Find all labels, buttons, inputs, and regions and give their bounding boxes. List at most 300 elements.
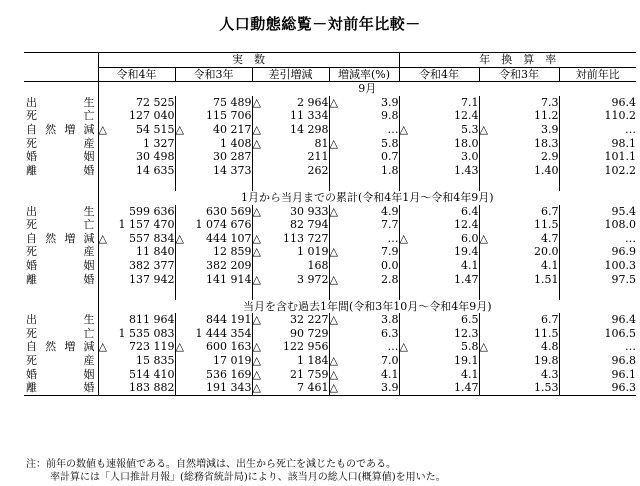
decrease-marker — [480, 150, 492, 164]
row-label-char: 姻 — [83, 367, 95, 381]
decrease-marker — [400, 109, 412, 123]
row-label-char: 死 — [26, 109, 37, 123]
spacer-row — [24, 286, 636, 300]
value-cell — [479, 137, 559, 151]
cell-value: 96.9 — [611, 245, 637, 259]
decrease-marker — [560, 245, 572, 259]
decrease-marker — [480, 368, 492, 382]
value-cell — [329, 123, 399, 137]
row-label — [24, 313, 98, 327]
cell-value: 122 956 — [283, 340, 329, 354]
decrease-marker — [253, 327, 265, 341]
decrease-marker: △ — [252, 340, 261, 354]
cell-value: 1.40 — [534, 163, 559, 177]
decrease-marker — [480, 273, 492, 287]
decrease-marker — [99, 137, 111, 151]
row-label-char: 死 — [26, 218, 37, 232]
value-cell — [399, 96, 479, 110]
cell-value: 137 942 — [129, 272, 175, 286]
decrease-marker — [176, 313, 188, 327]
decrease-marker — [400, 150, 412, 164]
decrease-marker: △ — [252, 204, 261, 218]
decrease-marker: △ — [98, 122, 107, 136]
value-cell — [175, 218, 252, 232]
decrease-marker — [99, 313, 111, 327]
table-row — [24, 340, 636, 354]
cell-value: 108.0 — [604, 218, 637, 232]
value-cell — [175, 123, 252, 137]
decrease-marker: △ — [98, 340, 107, 354]
value-cell — [252, 381, 329, 395]
spacer-cell — [252, 286, 329, 300]
cell-value: 3.9 — [381, 381, 399, 395]
decrease-marker — [99, 368, 111, 382]
row-label-char: 増 — [64, 122, 76, 136]
decrease-marker: △ — [329, 367, 338, 381]
decrease-marker — [330, 218, 342, 232]
value-cell — [98, 259, 175, 273]
decrease-marker — [176, 205, 188, 219]
value-cell — [479, 273, 559, 287]
row-label-char: 姻 — [83, 258, 95, 272]
cell-value: … — [625, 122, 637, 136]
decrease-marker — [560, 123, 572, 137]
decrease-marker — [176, 381, 188, 395]
row-label — [24, 137, 98, 151]
decrease-marker — [400, 218, 412, 232]
decrease-marker: △ — [252, 136, 261, 150]
value-cell — [329, 381, 399, 395]
row-label-char: 死 — [26, 136, 37, 150]
header-group-rate: 年 換 算 率 — [399, 53, 636, 68]
decrease-marker — [400, 354, 412, 368]
decrease-marker — [176, 164, 188, 178]
decrease-marker — [99, 273, 111, 287]
table-row — [24, 205, 636, 219]
decrease-marker — [99, 96, 111, 110]
row-label — [24, 109, 98, 123]
value-cell — [175, 232, 252, 246]
cell-value: 1 327 — [143, 136, 175, 150]
decrease-marker — [560, 232, 572, 246]
value-cell — [175, 245, 252, 259]
spacer-row — [24, 177, 636, 191]
decrease-marker: △ — [252, 231, 261, 245]
decrease-marker: △ — [252, 367, 261, 381]
cell-value: 100.3 — [604, 258, 637, 272]
cell-value: 6.3 — [381, 326, 399, 340]
row-label-char: 亡 — [83, 109, 95, 123]
column-header: 対前年比 — [559, 67, 636, 82]
table-row — [24, 313, 636, 327]
cell-value: 0.0 — [381, 258, 399, 272]
value-cell — [98, 245, 175, 259]
cell-value: … — [387, 231, 399, 245]
value-cell — [559, 218, 636, 232]
decrease-marker — [99, 218, 111, 232]
row-label-char: 然 — [45, 231, 57, 245]
row-label-char: 婚 — [83, 381, 95, 395]
row-label-char: 産 — [83, 136, 95, 150]
cell-value: 115 706 — [206, 109, 252, 123]
decrease-marker — [330, 150, 342, 164]
decrease-marker — [400, 313, 412, 327]
value-cell — [559, 96, 636, 110]
row-label-char: 出 — [26, 95, 37, 109]
cell-value: 96.3 — [611, 381, 637, 395]
decrease-marker: △ — [98, 231, 107, 245]
decrease-marker: △ — [479, 340, 488, 354]
cell-value: 11.2 — [534, 109, 559, 123]
row-label-char: 減 — [83, 340, 95, 354]
cell-value: … — [625, 340, 637, 354]
cell-value: 113 727 — [283, 231, 329, 245]
value-cell — [329, 340, 399, 354]
decrease-marker — [176, 259, 188, 273]
value-cell — [252, 150, 329, 164]
value-cell — [399, 259, 479, 273]
cell-value: 211 — [307, 150, 329, 164]
value-cell — [329, 109, 399, 123]
value-cell — [559, 327, 636, 341]
value-cell — [98, 218, 175, 232]
row-label-char: 然 — [45, 122, 57, 136]
column-header: 令和3年 — [175, 67, 252, 82]
cell-value: 11 334 — [290, 109, 329, 123]
value-cell — [329, 354, 399, 368]
decrease-marker — [480, 245, 492, 259]
cell-value: 1.51 — [534, 272, 559, 286]
cell-value: 106.5 — [604, 326, 637, 340]
value-cell — [399, 327, 479, 341]
row-label-char: 婚 — [26, 150, 37, 164]
decrease-marker — [480, 96, 492, 110]
cell-value: 75 489 — [213, 95, 252, 109]
table-row — [24, 123, 636, 137]
value-cell — [399, 313, 479, 327]
decrease-marker — [560, 150, 572, 164]
cell-value: 12.4 — [454, 109, 479, 123]
cell-value: 54 515 — [136, 122, 175, 136]
decrease-marker — [176, 368, 188, 382]
decrease-marker — [560, 259, 572, 273]
section-label-blank — [24, 300, 98, 314]
value-cell — [559, 313, 636, 327]
header-blank — [24, 53, 98, 82]
header-group-actual: 実 数 — [98, 53, 399, 68]
value-cell — [399, 218, 479, 232]
value-cell — [252, 137, 329, 151]
cell-value: 6.7 — [541, 313, 559, 327]
decrease-marker — [253, 259, 265, 273]
cell-value: 11.5 — [534, 326, 559, 340]
row-label-char: 自 — [26, 340, 37, 354]
value-cell — [175, 340, 252, 354]
cell-value: 382 209 — [206, 258, 252, 272]
decrease-marker — [400, 327, 412, 341]
section-header-row — [24, 300, 636, 314]
decrease-marker — [400, 164, 412, 178]
cell-value: 18.0 — [454, 136, 479, 150]
decrease-marker: △ — [252, 122, 261, 136]
decrease-marker — [330, 259, 342, 273]
cell-value: 12.4 — [454, 218, 479, 232]
row-label-char: 婚 — [26, 258, 37, 272]
value-cell — [175, 137, 252, 151]
cell-value: 7.0 — [381, 354, 399, 368]
decrease-marker: △ — [329, 245, 338, 259]
cell-value: 1 019 — [297, 245, 329, 259]
cell-value: 2 964 — [297, 95, 329, 109]
decrease-marker — [480, 259, 492, 273]
decrease-marker: △ — [399, 231, 408, 245]
row-label — [24, 150, 98, 164]
decrease-marker: △ — [252, 354, 261, 368]
row-label-char: 産 — [83, 245, 95, 259]
spacer-cell — [399, 177, 479, 191]
spacer-cell — [98, 286, 175, 300]
section-label-blank — [24, 191, 98, 205]
decrease-marker — [176, 137, 188, 151]
cell-value: 98.1 — [611, 136, 637, 150]
value-cell — [329, 164, 399, 178]
decrease-marker — [480, 164, 492, 178]
cell-value: 12.3 — [454, 326, 479, 340]
cell-value: 191 343 — [206, 381, 252, 395]
table-row — [24, 381, 636, 395]
cell-value: 1 157 470 — [118, 218, 175, 232]
value-cell — [98, 109, 175, 123]
value-cell — [399, 381, 479, 395]
value-cell — [329, 218, 399, 232]
value-cell — [479, 381, 559, 395]
decrease-marker — [176, 218, 188, 232]
value-cell — [399, 123, 479, 137]
value-cell — [559, 205, 636, 219]
value-cell — [479, 109, 559, 123]
value-cell — [98, 273, 175, 287]
row-label-char: 死 — [26, 245, 37, 259]
column-header: 令和4年 — [399, 67, 479, 82]
cell-value: 4.1 — [541, 258, 559, 272]
cell-value: 6.5 — [461, 313, 479, 327]
value-cell — [252, 232, 329, 246]
row-label-char: 生 — [83, 313, 95, 327]
decrease-marker — [560, 218, 572, 232]
row-label-char: 出 — [26, 204, 37, 218]
spacer-cell — [329, 286, 399, 300]
cell-value: 7.9 — [381, 245, 399, 259]
cell-value: 536 169 — [206, 367, 252, 381]
value-cell — [98, 340, 175, 354]
decrease-marker — [560, 381, 572, 395]
value-cell — [98, 313, 175, 327]
cell-value: 96.1 — [611, 367, 637, 381]
value-cell — [479, 123, 559, 137]
value-cell — [559, 340, 636, 354]
cell-value: 5.3 — [461, 122, 479, 136]
value-cell — [399, 245, 479, 259]
cell-value: 4.1 — [381, 367, 399, 381]
decrease-marker — [176, 273, 188, 287]
decrease-marker: △ — [399, 122, 408, 136]
spacer-cell — [559, 177, 636, 191]
cell-value: 1.47 — [454, 272, 479, 286]
decrease-marker — [480, 109, 492, 123]
table-row — [24, 327, 636, 341]
table-row — [24, 137, 636, 151]
row-label — [24, 327, 98, 341]
decrease-marker: △ — [479, 231, 488, 245]
cell-value: 382 377 — [129, 258, 175, 272]
cell-value: 1.47 — [454, 381, 479, 395]
cell-value: 32 227 — [290, 313, 329, 327]
decrease-marker — [560, 368, 572, 382]
value-cell — [329, 273, 399, 287]
row-label-char: 婚 — [83, 272, 95, 286]
decrease-marker — [330, 164, 342, 178]
cell-value: 81 — [314, 136, 329, 150]
row-label — [24, 96, 98, 110]
cell-value: 4.3 — [541, 367, 559, 381]
table-row — [24, 259, 636, 273]
decrease-marker — [560, 96, 572, 110]
cell-value: 15 835 — [136, 354, 175, 368]
spacer-cell — [175, 286, 252, 300]
cell-value: 3 972 — [297, 272, 329, 286]
cell-value: 96.4 — [611, 313, 637, 327]
cell-value: 14 635 — [136, 163, 175, 177]
decrease-marker — [560, 273, 572, 287]
section-title: 当月を含む過去1年間(令和3年10月～令和4年9月) — [98, 300, 636, 314]
value-cell — [252, 368, 329, 382]
value-cell — [252, 123, 329, 137]
cell-value: 102.2 — [604, 163, 637, 177]
value-cell — [559, 164, 636, 178]
spacer-cell — [399, 286, 479, 300]
table-row — [24, 354, 636, 368]
cell-value: 19.8 — [534, 354, 559, 368]
cell-value: 1 444 354 — [195, 326, 252, 340]
row-label-char: 婚 — [26, 367, 37, 381]
cell-value: 3.0 — [461, 150, 479, 164]
value-cell — [175, 205, 252, 219]
cell-value: 3.8 — [381, 313, 399, 327]
value-cell — [479, 368, 559, 382]
cell-value: 3.9 — [381, 95, 399, 109]
value-cell — [175, 109, 252, 123]
value-cell — [175, 259, 252, 273]
row-label-char: 増 — [64, 340, 76, 354]
decrease-marker — [560, 340, 572, 354]
decrease-marker — [480, 218, 492, 232]
table-row — [24, 96, 636, 110]
cell-value: 3.9 — [541, 122, 559, 136]
value-cell — [559, 150, 636, 164]
decrease-marker: △ — [399, 340, 408, 354]
cell-value: 183 882 — [129, 381, 175, 395]
table-row — [24, 150, 636, 164]
row-label-char: 亡 — [83, 218, 95, 232]
value-cell — [98, 205, 175, 219]
value-cell — [175, 164, 252, 178]
decrease-marker — [560, 164, 572, 178]
cell-value: 72 525 — [136, 95, 175, 109]
cell-value: … — [387, 340, 399, 354]
value-cell — [479, 327, 559, 341]
value-cell — [479, 245, 559, 259]
spacer-cell — [479, 286, 559, 300]
decrease-marker — [480, 205, 492, 219]
spacer-cell — [559, 286, 636, 300]
decrease-marker — [480, 354, 492, 368]
row-label-char: 出 — [26, 313, 37, 327]
table-row — [24, 245, 636, 259]
cell-value: 5.8 — [381, 136, 399, 150]
cell-value: 600 163 — [206, 340, 252, 354]
value-cell — [252, 245, 329, 259]
decrease-marker — [560, 205, 572, 219]
cell-value: 14 373 — [213, 163, 252, 177]
cell-value: 811 964 — [129, 313, 175, 327]
value-cell — [399, 273, 479, 287]
value-cell — [98, 123, 175, 137]
value-cell — [559, 381, 636, 395]
decrease-marker — [99, 150, 111, 164]
value-cell — [252, 109, 329, 123]
decrease-marker — [480, 137, 492, 151]
cell-value: 82 794 — [290, 218, 329, 232]
decrease-marker — [400, 273, 412, 287]
spacer-cell — [175, 177, 252, 191]
cell-value: 630 569 — [206, 204, 252, 218]
cell-value: 90 729 — [290, 326, 329, 340]
value-cell — [399, 354, 479, 368]
decrease-marker — [480, 381, 492, 395]
cell-value: 30 498 — [136, 150, 175, 164]
cell-value: 97.5 — [611, 272, 637, 286]
row-label — [24, 381, 98, 395]
row-label-char: 然 — [45, 340, 57, 354]
row-label-char: 減 — [83, 231, 95, 245]
value-cell — [252, 205, 329, 219]
row-label-char: 自 — [26, 231, 37, 245]
cell-value: 110.2 — [604, 109, 637, 123]
value-cell — [479, 259, 559, 273]
cell-value: 14 298 — [290, 122, 329, 136]
column-header: 増減率(%) — [329, 67, 399, 82]
cell-value: 141 914 — [206, 272, 252, 286]
table-row — [24, 164, 636, 178]
decrease-marker — [176, 150, 188, 164]
value-cell — [479, 96, 559, 110]
table-row — [24, 273, 636, 287]
cell-value: 4.9 — [381, 204, 399, 218]
value-cell — [175, 313, 252, 327]
decrease-marker: △ — [175, 231, 184, 245]
row-label — [24, 340, 98, 354]
column-header: 差引増減 — [252, 67, 329, 82]
value-cell — [175, 150, 252, 164]
cell-value: 262 — [307, 163, 329, 177]
cell-value: 4.8 — [541, 340, 559, 354]
decrease-marker — [253, 164, 265, 178]
decrease-marker — [99, 205, 111, 219]
decrease-marker — [400, 205, 412, 219]
footnote-1: 注：前年の数値も速報値である。自然増減は、出生から死亡を減じたものである。 — [26, 459, 396, 470]
cell-value: 723 119 — [129, 340, 175, 354]
value-cell — [329, 205, 399, 219]
